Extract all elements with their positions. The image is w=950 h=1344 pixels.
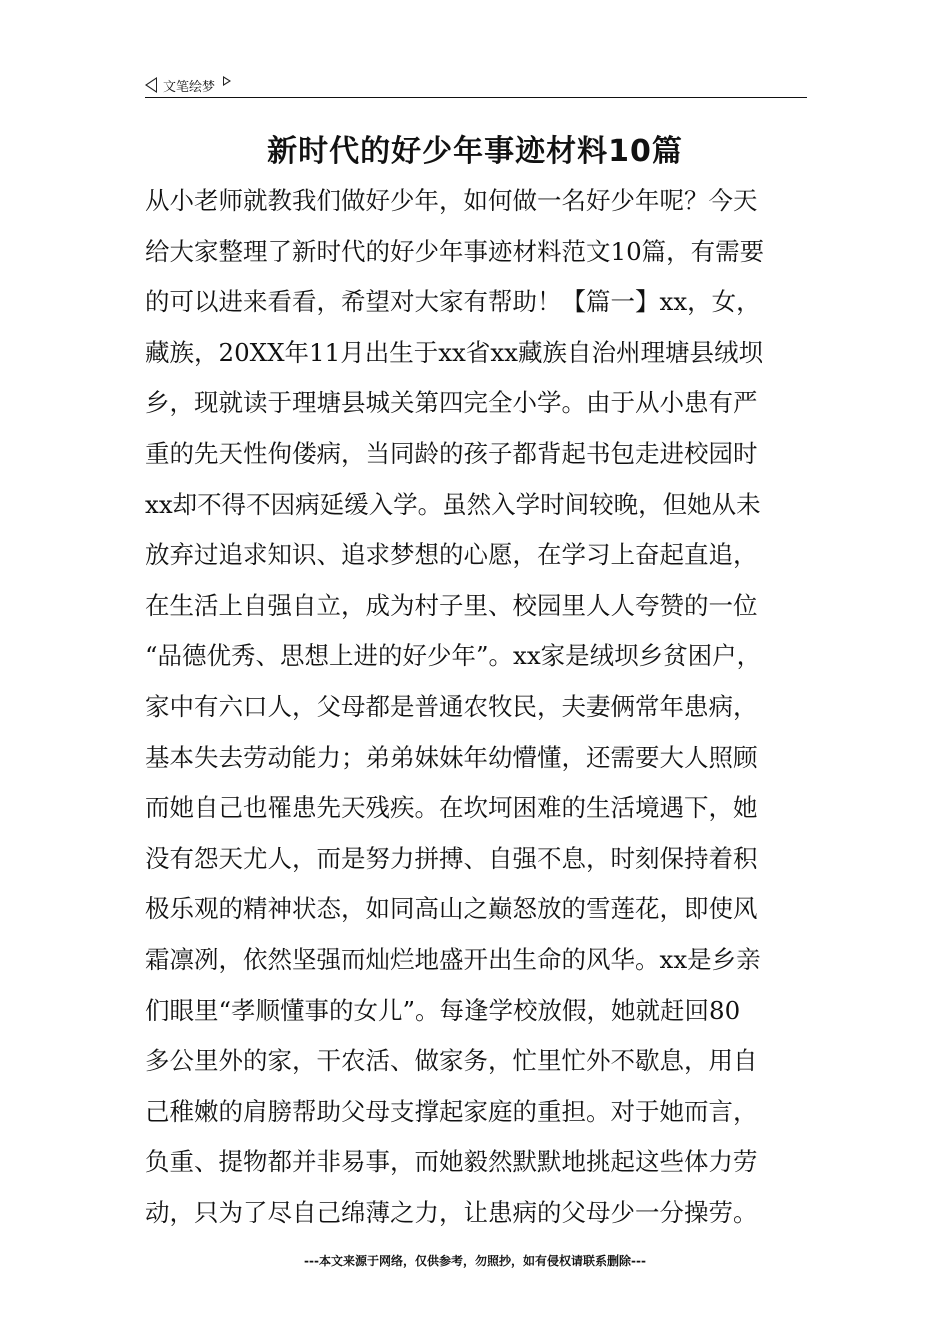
body-line: 负重、提物都并非易事，而她毅然默默地挑起这些体力劳	[145, 1147, 758, 1177]
body-line: 霜凛冽，依然坚强而灿烂地盛开出生命的风华。xx是乡亲	[145, 944, 761, 974]
body-line: 们眼里“孝顺懂事的女儿”。每逢学校放假，她就赶回80	[145, 995, 741, 1025]
body-line: 基本失去劳动能力；弟弟妹妹年幼懵懂，还需要大人照顾	[145, 742, 758, 772]
body-line: 家中有六口人，父母都是普通农牧民，夫妻俩常年患病，	[145, 691, 758, 721]
body-line: 从小老师就教我们做好少年，如何做一名好少年呢？今天	[145, 186, 758, 215]
body-line: 给大家整理了新时代的好少年事迹材料范文10篇，有需要	[145, 236, 765, 266]
body-line: 而她自己也罹患先天残疾。在坎坷困难的生活境遇下，她	[145, 793, 758, 823]
header	[145, 72, 231, 98]
triangle-right-icon	[223, 76, 231, 86]
body-line: 没有怨天尤人，而是努力拼搏、自强不息，时刻保持着积	[145, 843, 758, 873]
header-label: 文笔绘梦	[163, 79, 216, 95]
body-line: 在生活上自强自立，成为村子里、校园里人人夸赞的一位	[145, 590, 758, 620]
body-line: 藏族，20XX年11月出生于xx省xx藏族自治州理塘县绒坝	[145, 337, 764, 367]
body-line: 多公里外的家，干农活、做家务，忙里忙外不歇息，用自	[145, 1046, 758, 1076]
document-title: 新时代的好少年事迹材料10篇	[267, 134, 683, 169]
footer-disclaimer: ---本文来源于网络，仅供参考，勿照抄，如有侵权请联系删除---	[304, 1254, 646, 1268]
body-line: 重的先天性佝偻病，当同龄的孩子都背起书包走进校园时	[145, 438, 758, 468]
body-line: 己稚嫩的肩膀帮助父母支撑起家庭的重担。对于她而言，	[145, 1096, 758, 1126]
body-line: “品德优秀、思想上进的好少年”。xx家是绒坝乡贫困户，	[145, 641, 762, 671]
body-line: 放弃过追求知识、追求梦想的心愿，在学习上奋起直追，	[145, 540, 758, 570]
document-body	[145, 182, 825, 1244]
body-line: 动，只为了尽自己绵薄之力，让患病的父母少一分操劳。	[145, 1197, 758, 1227]
body-line: 乡，现就读于理塘县城关第四完全小学。由于从小患有严	[145, 388, 758, 418]
body-line: 的可以进来看看，希望对大家有帮助！【篇一】xx，女，	[145, 287, 761, 317]
body-line: 极乐观的精神状态，如同高山之巅怒放的雪莲花，即使风	[145, 894, 758, 924]
triangle-left-icon	[145, 77, 157, 93]
body-line: xx却不得不因病延缓入学。虽然入学时间较晚，但她从未	[145, 489, 761, 519]
header-rule	[145, 97, 807, 98]
